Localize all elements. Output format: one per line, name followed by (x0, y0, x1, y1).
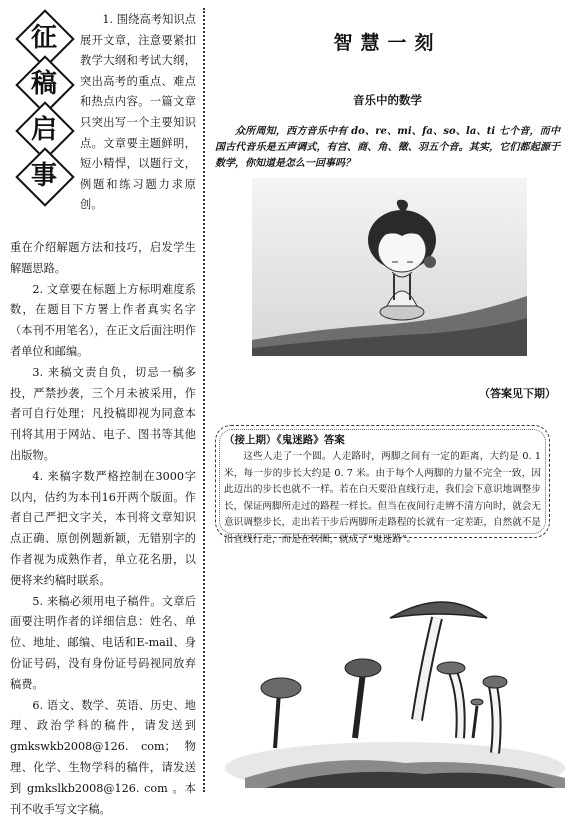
answer-box (215, 425, 550, 545)
badge-diamond (16, 148, 72, 204)
rule-6: 6. 语文、数学、英语、历史、地理、政治学科的稿件，请发送到 gmkswkb2008@126. com；物理、化学、生物学科的稿件，请发送到 gmkslkb2008@126. com 。本刊不收手写文字稿。 (10, 698, 196, 816)
rule-2: 2. 文章要在标题上方标明难度系数，在题目下方署上作者真实名字（本刊不用笔名），在正文后面注明作者单位和邮编。 (10, 282, 196, 358)
article-title: 音乐中的数学 (353, 93, 422, 107)
rules-list (10, 238, 196, 820)
rule-1-text: 1. 围绕高考知识点展开文章，注意要紧扣教学大纲和考试大纲，突出高考的重点、难点和热点内容。一篇文章只突出写一个主要知识点。文章要主题鲜明，短小精悍，以题行文，例题和练习题力求原创。 (80, 13, 196, 212)
answer-title: （接上期）《鬼迷路》答案 (224, 434, 345, 446)
badge-char: 启 (30, 115, 57, 145)
rule-3: 3. 来稿文责自负，切忌一稿多投，严禁抄袭，三个月未被采用，作者可自行处理；凡投稿即视为同意本刊将其用于网站、电子、图书等其他出版物。 (10, 365, 196, 462)
girl-on-hill-illustration (252, 178, 527, 356)
badge-char: 事 (30, 161, 57, 191)
badge-char: 稿 (30, 69, 57, 99)
section-title: 智慧一刻 (333, 32, 442, 54)
rule-5: 5. 来稿必须用电子稿件。文章后面要注明作者的详细信息：姓名、单位、地址、邮编、电话和E-mail、身份证号码，没有身份证号码视同放弃稿费。 (10, 594, 196, 691)
column-divider (203, 8, 205, 792)
answer-next-issue-note: （答案见下期） (479, 387, 556, 400)
article-body: 众所周知，西方音乐中有 do、re、mi、fa、so、la、ti 七个音，而中国古代音乐是五声调式，有宫、商、角、徵、羽五个音。其实，它们都起源于数学，你知道是怎么一回事吗？ (215, 126, 560, 169)
call-for-papers-badge (10, 10, 82, 206)
rule-4: 4. 来稿字数严格控制在3000字以内，估约为本刊16开两个版面。作者自己严把文字关，本刊将文章知识点正确、原创例题新颖，无错别字的作者视为成熟作者，单立花名册，以便将来约稿时联系。 (10, 469, 196, 587)
answer-body: 这些人走了一个圆。人走路时，两脚之间有一定的距离，大约是 0. 1 米，每一步的步长大约是 0. 7 米。由于每个人两脚的力量不完全一致，因此迈出的步长也就不一样。若在白天要沿直线行走，我们会下意识地调整步长，保证两脚所走过的路程一样长。但当在夜间行走辨不清方向时，就会无意识调整步长，走出若干步后两脚所走路程的长就有一定差距，自然就不是沿直线行走，而是在转圈，就成了“鬼迷路”。 (224, 451, 541, 545)
badge-char: 征 (30, 23, 57, 53)
rule-1-continued: 重在介绍解题方法和技巧，启发学生解题思路。 (10, 241, 196, 275)
mushroom-illustration (225, 588, 565, 788)
